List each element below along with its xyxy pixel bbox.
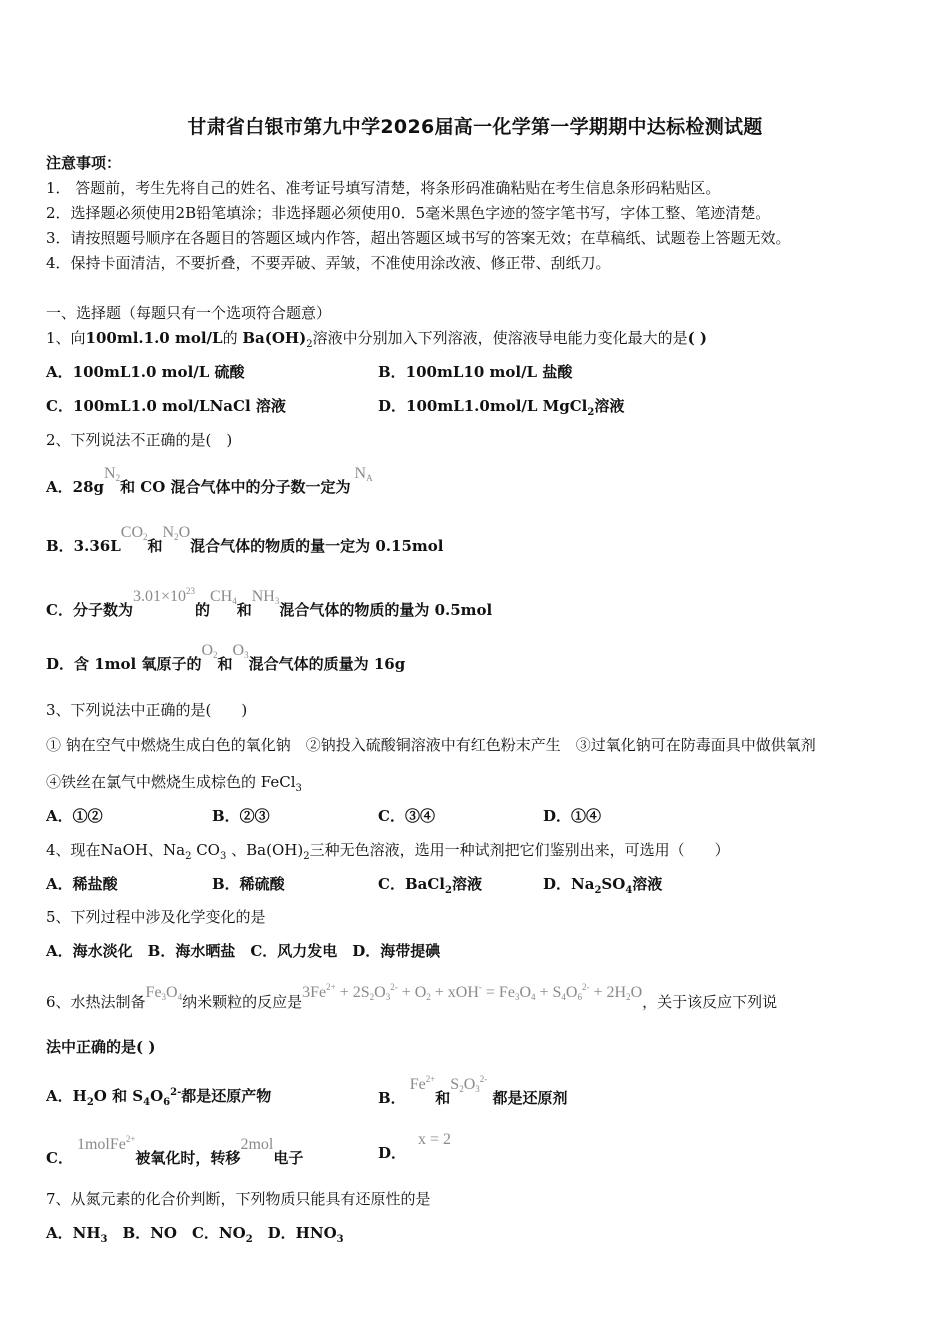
question-6-option-d: D．x = 2	[378, 1131, 452, 1162]
notice-item-4: 4．保持卡面清洁，不要折叠，不要弄破、弄皱，不准使用涂改液、修正带、刮纸刀。	[46, 254, 611, 272]
question-6-option-b: B． $Fe^{2+}$和$S_2O_3^{2-}$ 都是还原剂	[378, 1074, 568, 1107]
question-2-stem: 2、下列说法不正确的是( )	[46, 431, 233, 449]
question-3-option-c: C．③④	[378, 807, 435, 825]
notice-item-1: 1． 答题前，考生先将自己的姓名、准考证号填写清楚，将条形码准确粘贴在考生信息条形码粘贴区。	[46, 179, 721, 197]
question-1-option-c: C．100mL1.0 mol/LNaCl 溶液	[46, 397, 286, 415]
notice-heading: 注意事项：	[46, 154, 122, 172]
question-7-stem: 7、从氮元素的化合价判断，下列物质只能具有还原性的是	[46, 1190, 431, 1208]
question-5-options: A．海水淡化 B．海水晒盐 C．风力发电 D．海带提碘	[46, 942, 441, 960]
question-1-option-b: B．100mL10 mol/L 盐酸	[378, 363, 573, 381]
question-3-option-b: B．②③	[212, 807, 270, 825]
question-6-option-c: C． 1molFe$^{2+}$被氧化时，转移2mol电子	[46, 1134, 304, 1167]
question-3-statement-4: ④铁丝在氯气中燃烧生成棕色的 FeCl$_3$	[46, 773, 302, 794]
page-title: 甘肃省白银市第九中学2026届高一化学第一学期期中达标检测试题	[187, 116, 763, 138]
question-2-option-c: C．分子数为$3.01\times 10^{23}$的$CH_4$和$NH_3$混合气体的物质的量为 0.5mol	[46, 586, 493, 619]
question-4-option-d: D．$Na_2SO_4$溶液	[543, 875, 663, 896]
question-6-option-a: A．$H_2O$ 和 $S_4O_6^{2-}$都是还原产物	[46, 1087, 272, 1108]
question-1-option-a: A．100mL1.0 mol/L 硫酸	[46, 363, 245, 381]
question-3-option-d: D．①④	[543, 807, 602, 825]
section-heading: 一、选择题（每题只有一个选项符合题意）	[46, 304, 332, 322]
question-2-option-d: D．含 1mol 氧原子的$O_2$和$O_3$混合气体的质量为 16g	[46, 642, 406, 673]
question-1-option-d: D．100mL1.0mol/L MgCl$_2$溶液	[378, 397, 625, 418]
question-4-stem: 4、现在NaOH、$Na_2$ $CO_3$ 、$Ba(OH)_2$三种无色溶液，选用一种试剂把它们鉴别出来，可选用（ ）	[46, 841, 730, 862]
question-3-statements: ① 钠在空气中燃烧生成白色的氧化钠 ②钠投入硫酸铜溶液中有红色粉末产生 ③过氧化钠可在防毒面具中做供氧剂	[46, 736, 816, 754]
question-4-option-c: C．BaCl$_2$溶液	[378, 875, 482, 896]
question-3-option-a: A．①②	[46, 807, 103, 825]
question-4-option-a: A．稀盐酸	[46, 875, 118, 893]
question-1-stem: 1、向100ml.1.0 mol/L的 $Ba(OH)_2$溶液中分别加入下列溶液，使溶液导电能力变化最大的是( )	[46, 329, 708, 350]
question-7-options: A．$NH_3$ B．NO C．$NO_2$ D．$HNO_3$	[46, 1224, 344, 1245]
question-2-option-b: B．$3.36LCO_2$和$N_2O$混合气体的物质的量一定为 0.15mol	[46, 524, 444, 555]
question-6-stem: 6、水热法制备$Fe_3O_4$纳米颗粒的反应是$3Fe^{2+} + 2S_2O_3^{2-} + O_2 + xOH^- = Fe_3O_4 + S_4O_6^{2-} + 2H_2O$，关于该反应下列说	[46, 982, 778, 1011]
question-5-stem: 5、下列过程中涉及化学变化的是	[46, 908, 266, 926]
notice-item-2: 2．选择题必须使用2B铅笔填涂；非选择题必须使用0．5毫米黑色字迹的签字笔书写，字体工整、笔迹清楚。	[46, 204, 771, 222]
reaction-equation: $3Fe^{2+} + 2S_2O_3^{2-} + O_2 + xOH^- = Fe_3O_4 + S_4O_6^{2-} + 2H_2O$	[302, 982, 643, 1002]
question-3-stem: 3、下列说法中正确的是( )	[46, 701, 248, 719]
question-4-option-b: B．稀硫酸	[212, 875, 285, 893]
notice-item-3: 3．请按照题号顺序在各题目的答题区域内作答，超出答题区域书写的答案无效；在草稿纸、试题卷上答题无效。	[46, 229, 791, 247]
question-2-option-a: A．$28gN_2$和 CO 混合气体中的分子数一定为 $N_A$	[46, 465, 373, 496]
question-6-stem-cont: 法中正确的是( )	[46, 1038, 156, 1056]
